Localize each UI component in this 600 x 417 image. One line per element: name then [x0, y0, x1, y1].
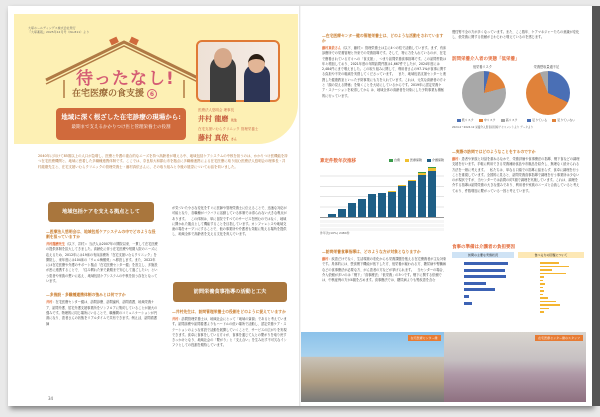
photo-strip — [301, 332, 586, 402]
bar — [540, 283, 545, 285]
question: —多施設・多職種連携体制の強みとは何ですか — [46, 292, 126, 298]
bar — [540, 287, 543, 289]
bar — [540, 294, 543, 296]
bar — [464, 282, 486, 285]
question: —実際の訪問ではどのようなことをするのですか — [452, 149, 536, 154]
bar — [540, 297, 548, 299]
bar — [540, 269, 552, 271]
pie-chart-intake — [526, 71, 570, 115]
bar — [328, 214, 336, 217]
bar — [540, 290, 544, 292]
bar — [464, 288, 495, 291]
staff-photo: 在宅医療センター健のスタッフ — [444, 332, 587, 402]
pie-charts: 訪問栄養介入者の実態「低栄養」 低栄養リスク 栄養摂取量過不足 低リスク 中リスク 高リスク 足りている 足りていない 2024.4〜2024.12 栄養介入患者初回時アセスメントより データより — [452, 57, 576, 129]
publication-credit: 大塚ホールディングス株式会社発行 『大塚薬報』2025年12月号（No.811）より — [28, 26, 90, 34]
question: —医療法人悠明会は、地域包括ケアシステムの中でどのような役割を担っていますか — [46, 229, 156, 239]
article-column: が気づいた小さな変化をすぐに医師や管理栄養士に伝えることで、迅速な対応が可能となり、各職種がバラバラに活動している体制では得られない大きな利点があります。 この体制は、単に自院ですべてのサービスを囲むのではなく、地域に開かれた拠点として機能することを目指しています。カンファレンスや地域交流の場をオープンにすることで、他の事業所や介護者も気軽に集える場所を提供し、地域全体で高齢者を支える文化を育んでいます。 — [172, 206, 287, 237]
data-table — [320, 219, 444, 231]
hbar-plot-right — [518, 262, 584, 313]
bar — [428, 167, 436, 217]
bar — [540, 273, 566, 275]
bar — [464, 262, 508, 265]
chart-legend: 自費 医療保険 介護保険 — [389, 158, 444, 164]
bar — [540, 308, 549, 310]
headline-banner: 地域に深く根ざした在宅診療の現場から: 最期まで支えるかかりつけ医と管理栄養士の役割 — [56, 108, 186, 140]
bar — [388, 191, 396, 217]
section-heading: 訪問栄養食事指導の活動と工夫 — [173, 282, 287, 302]
series-title: 待ったなし! — [76, 69, 175, 89]
pie-chart-nutrition-risk — [462, 71, 506, 115]
lead-paragraph: 2040年に向けて85歳以上の人口が急増し、医療と介護の複合的なニーズを持つ高齢者が増える中、地域包括ケアシステムの中核を担うのは、かかりつけ医機能を持つ在宅医療機関と、地域に密着した多職種連携体制です。ここでは、奈良県大和郡山市を拠点に多職種連携による在宅医療に取り組む医療法人悠明会の理事長・井村龍磨先生と、在宅支援いむらクリニックの管理栄養士・藤村真依さんに、その取り組みと今後の展望についてお話を伺いました。 — [38, 154, 288, 169]
question: —在宅医療センター健の管理栄養士は、どのような活動をされていますか — [322, 33, 444, 43]
interviewee-names: 医療法人悠明会 理事長 井村 龍磨 先生 在宅支援いむらクリニック 管理栄養士 藤村 真依 さん — [198, 108, 259, 142]
magazine-spread — [8, 6, 592, 406]
hbar-plot-left — [452, 262, 514, 305]
section-heading: 地域包括ケアを支える拠点として — [48, 202, 154, 222]
bar — [464, 295, 469, 298]
bar — [358, 199, 366, 217]
bar — [540, 276, 544, 278]
question: —訪問栄養食事指導は、どのような方が対象となりますか — [322, 249, 421, 254]
article-column: 慢性腎不全の方が多くなっています。また、ここ数年、ケアマネジャーたちの意識が変化し、低栄養に関する依頼がじわじわと増えているのを感じます。 — [452, 30, 580, 40]
bar — [378, 193, 386, 217]
question: —井村先生は、訪問管理栄養士の役割をどのように捉えていますか — [172, 309, 286, 314]
bar — [464, 302, 472, 305]
bar — [540, 280, 543, 282]
bar — [348, 203, 356, 217]
chart-annual-cases: 算定件数年次推移 自費 医療保険 介護保険 件年次(10%) 2484件 — [320, 158, 444, 235]
bar — [398, 185, 406, 217]
page-edge — [592, 6, 600, 406]
bar — [540, 304, 560, 306]
interviewee-photo — [196, 40, 280, 102]
bar — [338, 209, 346, 217]
bar — [464, 275, 506, 278]
bar — [408, 180, 416, 217]
bar — [464, 269, 505, 272]
hero-panel — [14, 14, 298, 144]
bar — [540, 301, 556, 303]
bar — [540, 266, 569, 268]
article-column: —医療法人悠明会は、地域包括ケアシステムの中でどのような役割を担っていますか 井村龍磨先生（以下、井村）：当法人は2007年の開院以来、一貫して在宅医療の提供体制を拡大してきました。高齢化に伴う在宅医療や短期入院のニーズに応えるため、2012年には19床の有床診療所「在宅支援いむらクリニック」を開院し、来年度には104床の「ウェル梅樹苑」へ移設します。また、2022年には在宅医療や介護のサポート拠点「在宅医療センター健」を設立し、多施設が密に連携することで、「住み慣れた家で最期まで安心して過ごしたい」という患者や家族の想いに応え、地域包括ケアシステムの中核を担う存在となっています。 —多施設・多職種連携体制の強みとは何ですか 井村：在宅医療センター健は、訪問診療、訪問歯科、訪問看護、地域栄養ケア、訪問介護、居宅介護支援事業所をワンフロアに集約していることが最大の強みです。物理的に同じ場所にいることで、職種間のコミュニケーションが円滑になり、患者さんの状態をリアルタイムで共有できます。例えば、訪問看護師 — [46, 229, 158, 326]
bar — [418, 172, 426, 217]
bar — [540, 311, 544, 313]
series-subtitle: 在宅医療の食支援 6 — [72, 86, 157, 99]
bar — [368, 194, 376, 217]
stacked-bar-plot — [320, 166, 444, 218]
building-photo: 在宅医療センター健 — [301, 332, 444, 402]
horizontal-bar-charts: 食事の準備は介護者の負担要因 訪問の主要な実施状況 食べる力の回復について — [452, 244, 584, 326]
article-column: —実際の訪問ではどのようなことをするのですか 藤村：患者や家族と対話を重ねるなかで、栄養評価や食事療法の指導、嚥下食などの調理支援を行います。手軽に利用できる栄養補助食品や市販品を紹介し、無理なく続けられる方法を一緒に考えます。 私たちは、単なる口頭での指導に留まらず、食卓に調理を行うことを重視しています。全国的に見ると、訪問栄養食事指導で調理を行う事業所は少ないのが現状ですが、当センターでは訪問の約7割で調理を実施しています。これは、調理を介する指導は訪問栄養の大きな強みであり、利用者や家族のニーズと合致していると考えており、件数増加に繋がっている一因と考えています。 — [452, 149, 580, 193]
article-column: —在宅医療センター健の管理栄養士は、どのような活動をされていますか 藤村真依さん（以下、藤村）：管理栄養士は主に4つの柱で活動しています。まず、有床診療所での栄養管理と外来での栄養指導です。そして、特に力を入れているのが、在宅で療養されている方々への「食支援」、つまり訪問栄養食事指導です。この訪問件数は年々増加しており、2021年度の年間訪問件数は1,667件でしたが、2024年度には2,484件にまで増えました。この取り組みに関して、利用者さんの97.1%が食事に関する負担や不安の軽減を実感してくださっています。 また、地域包括支援センターと連携した健康教室といった予防事業にも力を入れています。これは、元気な高齢者の方々と「顔の見える関係」を築くことを大切にしているからです。2019年に認定栄養ケア・ステーションを取得してから は、地域全体の高齢者を対象にした予防事業も積極的に行っています。 — [322, 33, 447, 98]
episode-number: 6 — [147, 89, 157, 99]
article-column: —井村先生は、訪問管理栄養士の役割をどのように捉えていますか 井村：訪問管理栄養士は、地域社会にとって「地域の資源」であると考えています。訪問診療や訪問看護よりもハードルの低い場所で活動し、認定栄養ケア・ステーションのような常設で活動を展開していくことで、サービスの広がりを実現できます。食卓に食事をしている方々が、食事を通じて人との繋がりを取り戻すきっかけとなり、地域社会の「繋がり」と「支え合い」を生み出す不可欠なインフラとしての役割を期待しています。 — [172, 309, 287, 348]
article-column: —訪問栄養食事指導は、どのような方が対象となりますか 藤村：疾患だけでなく、生活環境の変化からも栄養課題を抱える在宅療養者が主な対象です。具体的には、摂食嚥下機能が低下した方、低栄養が疑われる方、糖尿病や腎臓病などの食事療法が必要な方、がん患者の方などが挙げられます。 当センターの場合、介入依頼が多いのは「嚥下」「食事療法」「低栄養」の3つです。嚥下に関する依頼では、中核症例の方が4割を占めます。食事療法では、糖尿病よりも腎疾患を含む — [322, 249, 447, 283]
page-number: 34 — [48, 396, 54, 401]
bar — [540, 262, 559, 264]
